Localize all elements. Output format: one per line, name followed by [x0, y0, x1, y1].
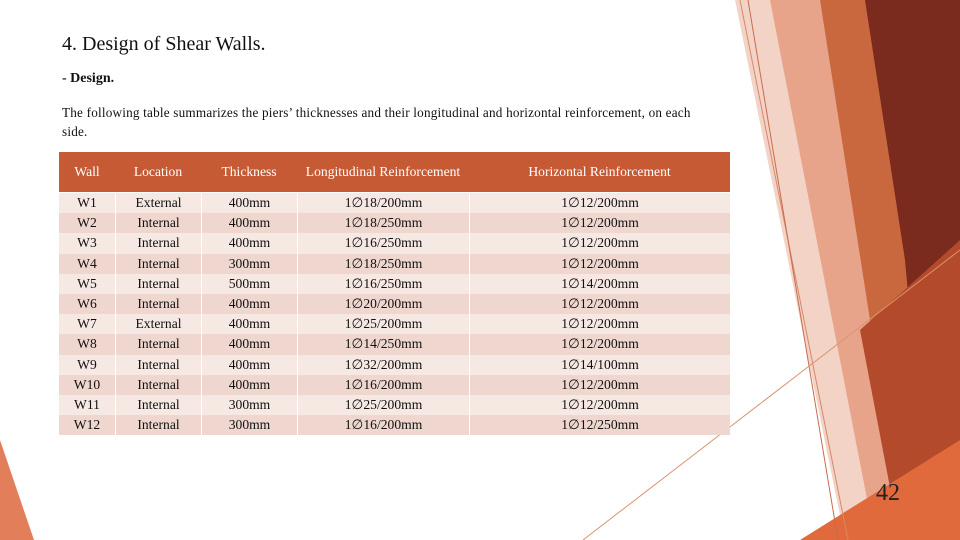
slide-title: 4. Design of Shear Walls.: [62, 33, 266, 55]
longitudinal-cell: 1∅16/250mm: [297, 233, 469, 253]
header-thickness: Thickness: [201, 152, 297, 192]
horizontal-cell: 1∅12/200mm: [469, 375, 730, 395]
wall-cell: W1: [59, 192, 115, 213]
location-cell: Internal: [115, 274, 201, 294]
table-body: [59, 192, 730, 435]
wall-cell: W10: [59, 375, 115, 395]
header-longitudinal-reinforcement: Longitudinal Reinforcement: [297, 152, 469, 192]
location-cell: External: [115, 192, 201, 213]
table-row: [59, 294, 730, 314]
wall-cell: W4: [59, 254, 115, 274]
thickness-cell: 300mm: [201, 415, 297, 435]
wall-cell: W2: [59, 213, 115, 233]
thickness-cell: 400mm: [201, 213, 297, 233]
table-row: [59, 395, 730, 415]
thickness-cell: 300mm: [201, 395, 297, 415]
thickness-cell: 400mm: [201, 192, 297, 213]
table-row: [59, 192, 730, 213]
horizontal-cell: 1∅14/200mm: [469, 274, 730, 294]
horizontal-cell: 1∅12/200mm: [469, 233, 730, 253]
longitudinal-cell: 1∅16/250mm: [297, 274, 469, 294]
thickness-cell: 400mm: [201, 355, 297, 375]
longitudinal-cell: 1∅18/250mm: [297, 213, 469, 233]
thickness-cell: 400mm: [201, 314, 297, 334]
header-wall: Wall: [59, 152, 115, 192]
location-cell: Internal: [115, 355, 201, 375]
slide-subtitle: - Design.: [62, 71, 115, 86]
table-row: [59, 375, 730, 395]
horizontal-cell: 1∅12/250mm: [469, 415, 730, 435]
wall-cell: W5: [59, 274, 115, 294]
longitudinal-cell: 1∅32/200mm: [297, 355, 469, 375]
horizontal-cell: 1∅12/200mm: [469, 294, 730, 314]
wall-cell: W6: [59, 294, 115, 314]
table-row: [59, 334, 730, 354]
thickness-cell: 400mm: [201, 233, 297, 253]
horizontal-cell: 1∅12/200mm: [469, 314, 730, 334]
table-row: [59, 213, 730, 233]
location-cell: Internal: [115, 294, 201, 314]
longitudinal-cell: 1∅18/200mm: [297, 192, 469, 213]
horizontal-cell: 1∅12/200mm: [469, 254, 730, 274]
longitudinal-cell: 1∅16/200mm: [297, 415, 469, 435]
wall-cell: W12: [59, 415, 115, 435]
wall-cell: W11: [59, 395, 115, 415]
page-number: 42: [876, 480, 900, 506]
location-cell: External: [115, 314, 201, 334]
shear-wall-table: [59, 152, 730, 435]
thickness-cell: 500mm: [201, 274, 297, 294]
thickness-cell: 400mm: [201, 294, 297, 314]
horizontal-cell: 1∅12/200mm: [469, 334, 730, 354]
location-cell: Internal: [115, 395, 201, 415]
wall-cell: W8: [59, 334, 115, 354]
table-row: [59, 274, 730, 294]
wall-cell: W9: [59, 355, 115, 375]
table-row: [59, 233, 730, 253]
wall-cell: W3: [59, 233, 115, 253]
table-row: [59, 415, 730, 435]
location-cell: Internal: [115, 334, 201, 354]
table-row: [59, 314, 730, 334]
table-row: [59, 254, 730, 274]
table-header-row: [59, 152, 730, 192]
longitudinal-cell: 1∅25/200mm: [297, 395, 469, 415]
horizontal-cell: 1∅12/200mm: [469, 395, 730, 415]
left-accent-shape: [0, 440, 34, 540]
thickness-cell: 400mm: [201, 375, 297, 395]
longitudinal-cell: 1∅20/200mm: [297, 294, 469, 314]
longitudinal-cell: 1∅16/200mm: [297, 375, 469, 395]
thickness-cell: 300mm: [201, 254, 297, 274]
longitudinal-cell: 1∅18/250mm: [297, 254, 469, 274]
wall-cell: W7: [59, 314, 115, 334]
horizontal-cell: 1∅12/200mm: [469, 192, 730, 213]
intro-paragraph: The following table summarizes the piers’ thicknesses and their longitudinal and horizontal reinforcement, on each side.: [62, 105, 691, 139]
thickness-cell: 400mm: [201, 334, 297, 354]
location-cell: Internal: [115, 213, 201, 233]
horizontal-cell: 1∅14/100mm: [469, 355, 730, 375]
location-cell: Internal: [115, 254, 201, 274]
longitudinal-cell: 1∅14/250mm: [297, 334, 469, 354]
location-cell: Internal: [115, 233, 201, 253]
header-location: Location: [115, 152, 201, 192]
location-cell: Internal: [115, 415, 201, 435]
table-row: [59, 355, 730, 375]
horizontal-cell: 1∅12/200mm: [469, 213, 730, 233]
longitudinal-cell: 1∅25/200mm: [297, 314, 469, 334]
location-cell: Internal: [115, 375, 201, 395]
header-horizontal-reinforcement: Horizontal Reinforcement: [469, 152, 730, 192]
